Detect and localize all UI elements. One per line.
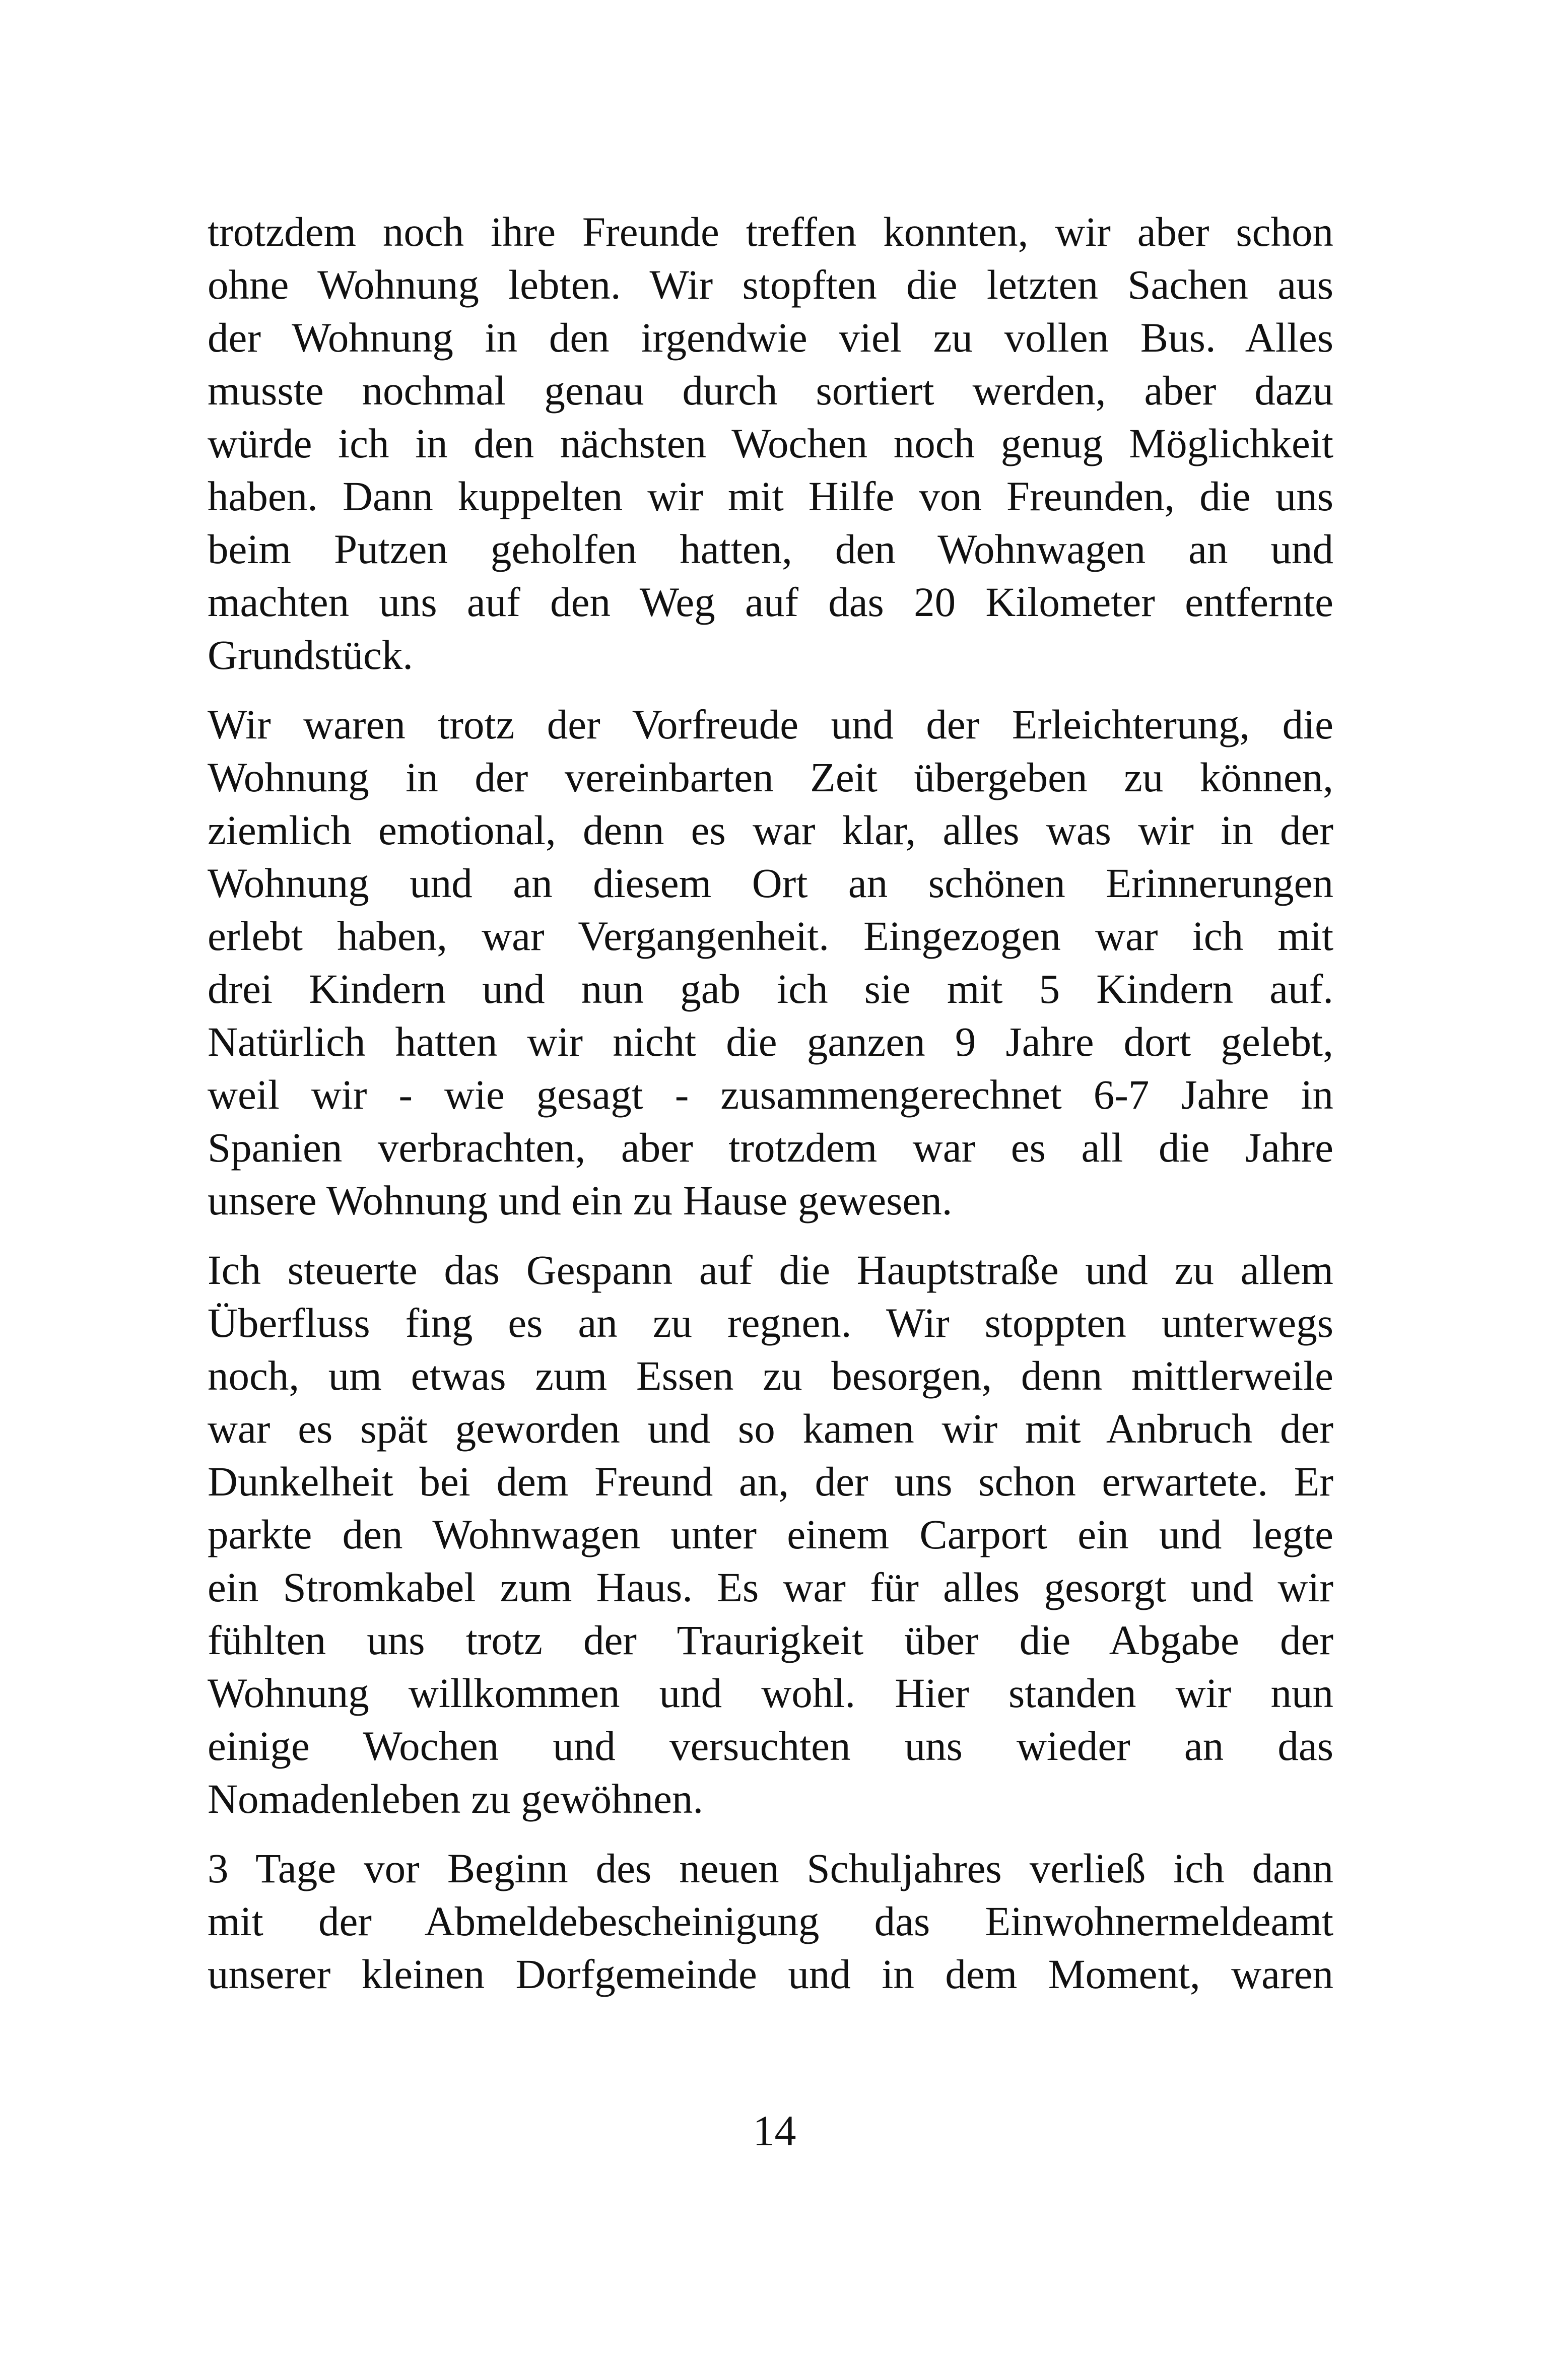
text-line: Dunkelheit bei dem Freund an, der uns schon erwartete. Er	[208, 1458, 1333, 1505]
paragraph	[208, 1244, 1333, 1825]
text-line: musste nochmal genau durch sortiert werden, aber dazu	[208, 367, 1333, 414]
text-line: Wohnung in der vereinbarten Zeit übergeben zu können,	[208, 754, 1333, 800]
text-line: weil wir - wie gesagt - zusammengerechnet 6-7 Jahre in	[208, 1071, 1333, 1118]
text-line: Wohnung und an diesem Ort an schönen Erinnerungen	[208, 860, 1333, 906]
text-line: trotzdem noch ihre Freunde treffen konnten, wir aber schon	[208, 209, 1333, 255]
text-line: war es spät geworden und so kamen wir mit Anbruch der	[208, 1405, 1333, 1452]
paragraph	[208, 698, 1333, 1227]
paragraph	[208, 206, 1333, 682]
text-line: Ich steuerte das Gespann auf die Hauptstraße und zu allem	[208, 1247, 1333, 1293]
page-number: 14	[753, 2106, 796, 2155]
text-line: parkte den Wohnwagen unter einem Carport ein und legte	[208, 1511, 1333, 1557]
text-line: Wohnung willkommen und wohl. Hier standen wir nun	[208, 1670, 1333, 1716]
text-line: haben. Dann kuppelten wir mit Hilfe von Freunden, die uns	[208, 473, 1333, 519]
text-line: unserer kleinen Dorfgemeinde und in dem Moment, waren	[208, 1951, 1333, 1997]
body-text	[208, 206, 1333, 2017]
text-line: würde ich in den nächsten Wochen noch genug Möglichkeit	[208, 420, 1333, 466]
text-line: Spanien verbrachten, aber trotzdem war es all die Jahre	[208, 1124, 1333, 1171]
text-line: fühlten uns trotz der Traurigkeit über die Abgabe der	[208, 1617, 1333, 1663]
text-line: Nomadenleben zu gewöhnen.	[208, 1776, 704, 1822]
text-line: Grundstück.	[208, 632, 414, 678]
text-line: drei Kindern und nun gab ich sie mit 5 Kindern auf.	[208, 966, 1333, 1012]
text-line: noch, um etwas zum Essen zu besorgen, denn mittlerweile	[208, 1352, 1333, 1399]
text-line: 3 Tage vor Beginn des neuen Schuljahres verließ ich dann	[208, 1845, 1333, 1891]
text-line: erlebt haben, war Vergangenheit. Eingezogen war ich mit	[208, 913, 1333, 959]
text-line: ein Stromkabel zum Haus. Es war für alles gesorgt und wir	[208, 1564, 1333, 1610]
text-line: machten uns auf den Weg auf das 20 Kilometer entfernte	[208, 579, 1333, 625]
text-line: unsere Wohnung und ein zu Hause gewesen.	[208, 1177, 953, 1223]
text-line: mit der Abmeldebescheinigung das Einwohnermeldeamt	[208, 1898, 1333, 1944]
text-line: beim Putzen geholfen hatten, den Wohnwagen an und	[208, 526, 1333, 572]
text-line: ziemlich emotional, denn es war klar, alles was wir in der	[208, 807, 1333, 853]
text-line: Überfluss fing es an zu regnen. Wir stoppten unterwegs	[208, 1300, 1333, 1346]
paragraph	[208, 1842, 1333, 2001]
text-line: der Wohnung in den irgendwie viel zu vollen Bus. Alles	[208, 314, 1333, 361]
text-line: ohne Wohnung lebten. Wir stopften die letzten Sachen aus	[208, 261, 1333, 308]
text-line: Natürlich hatten wir nicht die ganzen 9 Jahre dort gelebt,	[208, 1018, 1333, 1065]
text-line: Wir waren trotz der Vorfreude und der Erleichterung, die	[208, 701, 1333, 747]
text-line: einige Wochen und versuchten uns wieder an das	[208, 1723, 1333, 1769]
